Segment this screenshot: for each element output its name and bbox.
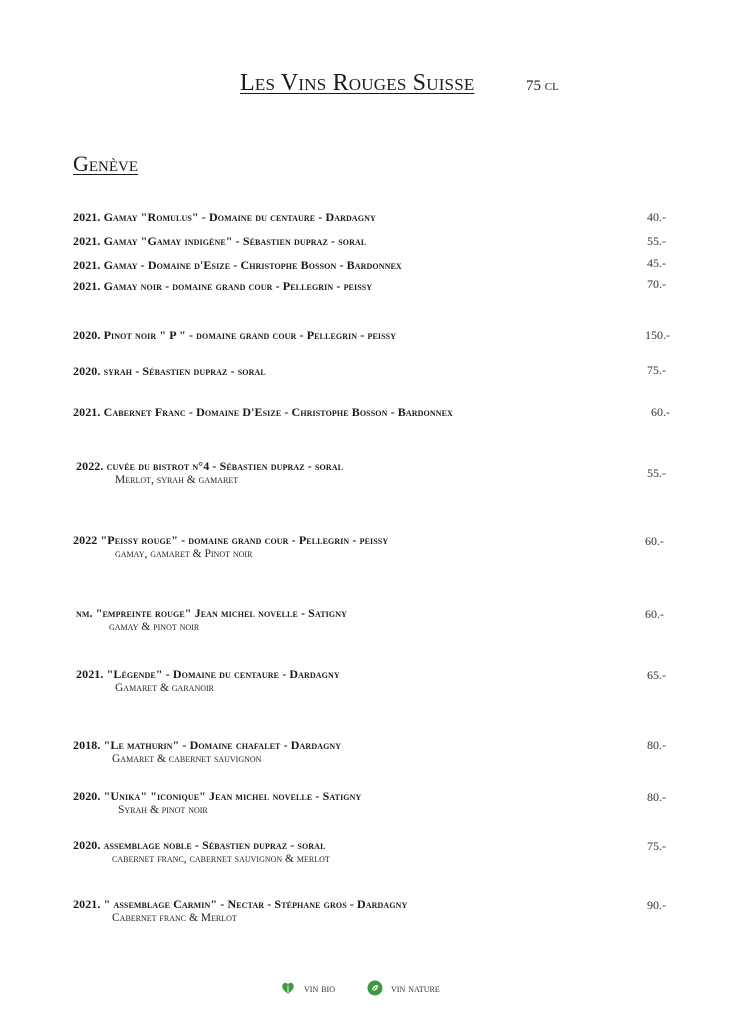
wine-name: 2020. "Unika" "iconique" Jean michel novelle - Satigny [73,789,362,803]
wine-price: 45.- [647,256,666,270]
nature-leaf-icon [367,980,383,1001]
wine-grapes: gamay, gamaret & Pinot noir [115,548,253,560]
wine-price: 75.- [647,363,666,377]
wine-grapes: Cabernet franc & Merlot [112,912,237,924]
wine-price: 65.- [647,668,666,682]
wine-grapes: gamay & pinot noir [109,621,200,633]
wine-name: 2021. Gamay "Romulus" - Domaine du centaure - Dardagny [73,210,376,224]
wine-price: 55.- [647,234,666,248]
wine-name: 2020. assemblage noble - Sébastien dupraz - soral [73,838,326,852]
legend-nature-label: vin nature [391,981,440,995]
wine-name: 2022. cuvée du bistrot n°4 - Sébastien dupraz - soral [76,459,344,473]
wine-name: 2021. Gamay "Gamay indigène" - Sébastien dupraz - soral [73,234,367,248]
wine-price: 150.- [645,328,670,342]
wine-price: 90.- [647,898,666,912]
wine-price: 75.- [647,839,666,853]
wine-name: nm. "empreinte rouge" Jean michel novelle - Satigny [76,606,347,620]
wine-price: 60.- [645,534,664,548]
wine-price: 70.- [647,277,666,291]
wine-price: 60.- [651,405,670,419]
wine-name: 2021. Cabernet Franc - Domaine D'Esize - Christophe Bosson - Bardonnex [73,405,453,419]
wine-grapes: Gamaret & garanoir [115,682,214,694]
bio-leaf-icon [280,980,296,1001]
wine-name: 2022 "Peissy rouge" - domaine grand cour - Pellegrin - peissy [73,533,389,547]
wine-price: 60.- [645,607,664,621]
region-heading: Genève [73,151,139,176]
wine-name: 2021. Gamay - Domaine d'Esize - Christophe Bosson - Bardonnex [73,258,402,272]
page-title: Les Vins Rouges Suisse [240,70,475,96]
wine-name: 2021. Gamay noir - domaine grand cour - Pellegrin - peissy [73,279,373,293]
wine-grapes: Gamaret & cabernet sauvignon [112,753,262,765]
wine-grapes: cabernet franc, cabernet sauvignon & merlot [112,853,330,865]
wine-name: 2021. " assemblage Carmin" - Nectar - Stéphane gros - Dardagny [73,897,408,911]
wine-name: 2020. syrah - Sébastien dupraz - soral [73,364,266,378]
legend-bio-label: vin bio [304,981,335,995]
wine-price: 40.- [647,210,666,224]
wine-grapes: Merlot, syrah & gamaret [115,474,239,486]
volume-label: 75 cl [526,78,559,94]
wine-name: 2020. Pinot noir " P " - domaine grand cour - Pellegrin - peissy [73,328,397,342]
wine-price: 80.- [647,790,666,804]
wine-price: 55.- [647,466,666,480]
wine-price: 80.- [647,738,666,752]
wine-name: 2021. "Légende" - Domaine du centaure - Dardagny [76,667,340,681]
wine-name: 2018. "Le mathurin" - Domaine chafalet - Dardagny [73,738,342,752]
wine-grapes: Syrah & pinot noir [118,804,208,816]
